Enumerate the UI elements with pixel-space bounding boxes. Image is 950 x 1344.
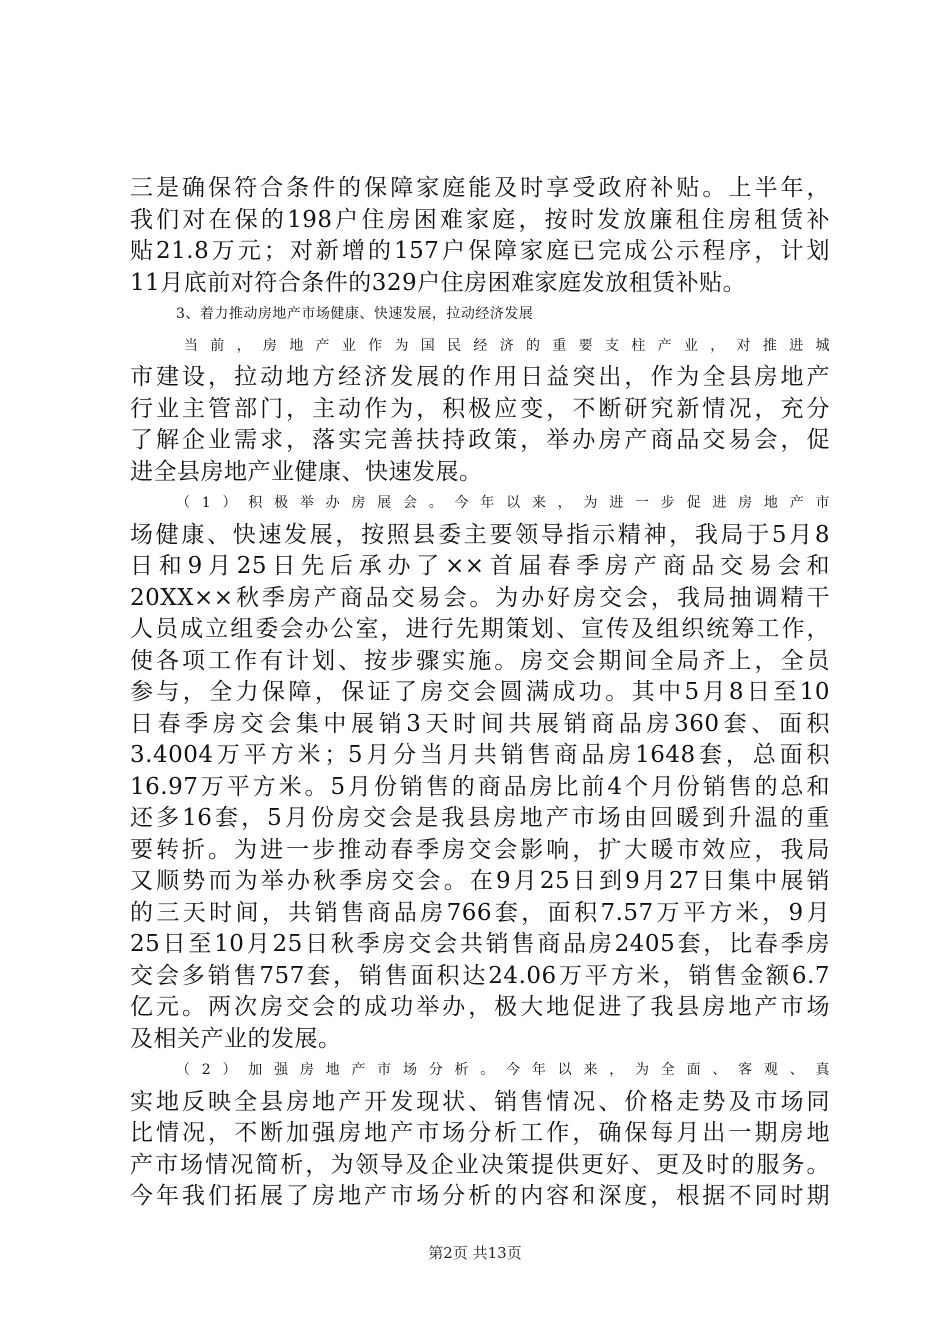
text-line: 今年我们拓展了房地产市场分析的内容和深度，根据不同时期 (130, 1183, 830, 1209)
text-line: 当前，房地产业作为国民经济的重要支柱产业，对推进城 (184, 337, 830, 354)
page-number-footer: 第2页 共13页 (428, 1244, 522, 1262)
text-line: 我们对在保的198户住房困难家庭，按时发放廉租住房租赁补 (130, 206, 830, 233)
text-line: 亿元。两次房交会的成功举办，极大地促进了我县房地产市场 (130, 994, 830, 1020)
text-line: 实地反映全县房地产开发现状、销售情况、价格走势及市场同 (130, 1088, 830, 1115)
text-line: 的三天时间，共销售商品房766套，面积7.57万平方米，9月 (130, 899, 830, 926)
text-line: 市建设，拉动地方经济发展的作用日益突出，作为全县房地产 (130, 364, 830, 390)
text-line: （2）加强房地产市场分析。今年以来，为全面、客观、真 (176, 1062, 830, 1078)
text-line: 贴21.8万元；对新增的157户保障家庭已完成公示程序，计划 (130, 238, 830, 264)
text-line: 了解企业需求，落实完善扶持政策，举办房产商品交易会，促 (130, 427, 830, 453)
text-line: 日春季房交会集中展销3天时间共展销商品房360套、面积 (130, 710, 830, 737)
section-heading: 3、着力推动房地产市场健康、快速发展，拉动经济发展 (176, 306, 534, 322)
text-line: 要转折。为进一步推动春季房交会影响，扩大暖市效应，我局 (130, 836, 830, 863)
text-line: 还多16套，5月份房交会是我县房地产市场由回暖到升温的重 (130, 805, 830, 831)
text-line: 三是确保符合条件的保障家庭能及时享受政府补贴。上半年， (130, 175, 830, 201)
text-line: 25日至10月25日秋季房交会共销售商品房2405套，比春季房 (130, 931, 830, 957)
text-line: 参与，全力保障，保证了房交会圆满成功。其中5月8日至10 (130, 679, 830, 705)
text-line: 又顺势而为举办秋季房交会。在9月25日到9月27日集中展销 (130, 868, 830, 894)
text-line: 产市场情况简析，为领导及企业决策提供更好、更及时的服务。 (130, 1151, 830, 1178)
text-line: 及相关产业的发展。 (130, 1025, 342, 1052)
text-line: （1）积极举办房展会。今年以来，为进一步促进房地产市 (176, 495, 830, 511)
text-line: 20XX××秋季房产商品交易会。为办好房交会，我局抽调精干 (130, 584, 830, 611)
text-line: 进全县房地产业健康、快速发展。 (130, 458, 483, 485)
text-line: 日和9月25日先后承办了××首届春季房产商品交易会和 (130, 553, 830, 579)
text-line: 行业主管部门，主动作为，积极应变，不断研究新情况，充分 (130, 395, 830, 422)
text-line: 人员成立组委会办公室，进行先期策划、宣传及组织统筹工作， (130, 616, 830, 642)
text-line: 交会多销售757套，销售面积达24.06万平方米，销售金额6.7 (130, 962, 830, 989)
document-body (130, 173, 830, 1213)
text-line: 使各项工作有计划、按步骤实施。房交会期间全局齐上，全员 (130, 647, 830, 674)
text-line: 比情况，不断加强房地产市场分析工作，确保每月出一期房地 (130, 1120, 830, 1146)
text-line: 11月底前对符合条件的329户住房困难家庭发放租赁补贴。 (130, 269, 747, 296)
text-line: 场健康、快速发展，按照县委主要领导指示精神，我局于5月8 (130, 521, 830, 548)
text-line: 3.4004万平方米；5月分当月共销售商品房1648套，总面积 (130, 742, 830, 768)
text-line: 16.97万平方米。5月份销售的商品房比前4个月份销售的总和 (130, 773, 830, 800)
